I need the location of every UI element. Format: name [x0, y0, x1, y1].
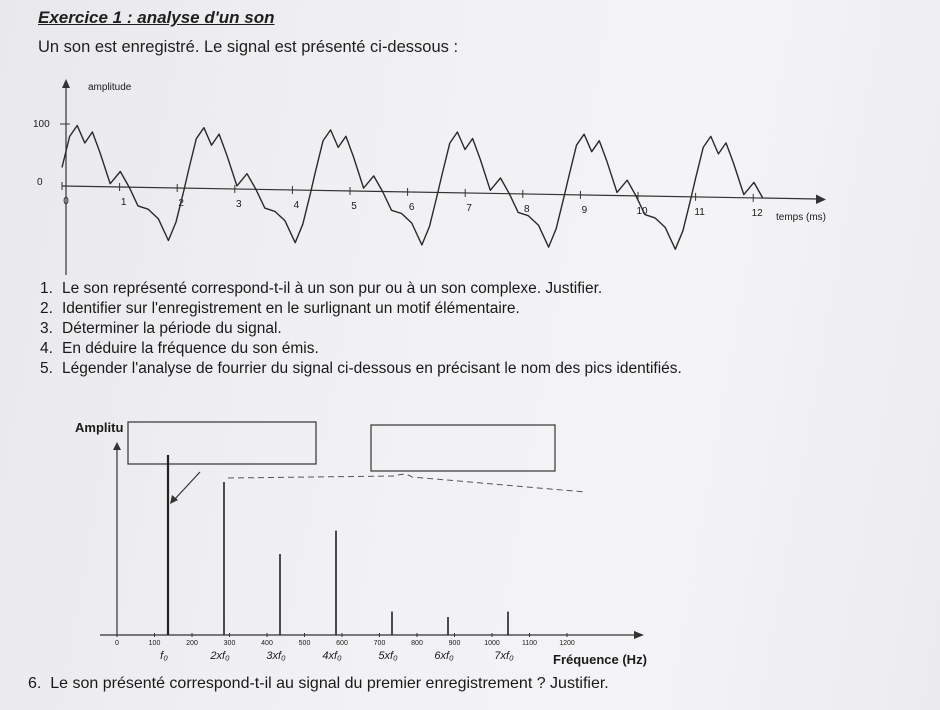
signal-xtick-label: 11: [694, 206, 705, 218]
spectrum-ylabel: Amplitu: [75, 420, 124, 435]
spectrum-xtick-label: 700: [373, 640, 386, 647]
exercise-title: Exercice 1 : analyse d'un son: [38, 8, 275, 27]
signal-xtick-label: 12: [751, 207, 763, 219]
spectrum-xtick-label: 800: [411, 640, 423, 647]
spectrum-xtick-label: 900: [448, 640, 461, 647]
arrow-line: [174, 472, 200, 500]
harmonic-label: 2xf₀: [210, 650, 230, 662]
spectrum-xtick-label: 300: [223, 640, 236, 647]
intro-text: Un son est enregistré. Le signal est présenté ci-dessous :: [38, 38, 459, 56]
label-box-2[interactable]: [371, 425, 555, 471]
signal-xtick-label: 3: [236, 198, 242, 210]
spectrum-xtick-label: 400: [261, 640, 273, 647]
spectrum-xtick-label: 1000: [484, 640, 500, 647]
question-5: 5. Légender l'analyse de fourrier du signal ci-dessous en précisant le nom des pics identifiés.: [40, 360, 682, 377]
signal-xtick-label: 2: [178, 197, 184, 209]
question-6: 6. Le son présenté correspond-t-il au signal du premier enregistrement ? Justifier.: [28, 675, 609, 692]
signal-xtick-label: 5: [351, 200, 357, 212]
signal-x-axis: [62, 186, 818, 199]
question-1: 1. Le son représenté correspond-t-il à un son pur ou à un son complexe. Justifier.: [40, 280, 603, 297]
question-3: 3. Déterminer la période du signal.: [40, 320, 282, 337]
signal-xtick-label: 6: [408, 201, 415, 213]
signal-ytick-100: 100: [33, 119, 50, 130]
signal-x-arrow: [816, 195, 826, 205]
signal-xtick-label: 7: [466, 202, 472, 214]
spectrum-xtick-label: 600: [336, 640, 348, 647]
signal-xtick-label: 9: [581, 204, 588, 216]
question-list: [40, 279, 682, 379]
signal-xtick-label: 1: [120, 196, 127, 208]
spectrum-xtick-label: 1100: [521, 640, 538, 647]
harmonic-label: 5xf₀: [378, 650, 398, 662]
spectrum-xlabel: Fréquence (Hz): [553, 652, 647, 667]
spectrum-xtick-label: 100: [148, 640, 161, 647]
question-4: 4. En déduire la fréquence du son émis.: [40, 340, 319, 357]
harmonic-label: 3xf₀: [266, 650, 286, 662]
question-2: 2. Identifier sur l'enregistrement en le surlignant un motif élémentaire.: [40, 300, 520, 317]
spectrum-y-arrow: [113, 442, 121, 450]
signal-ytick-0: 0: [37, 177, 43, 188]
spectrum-xtick-label: 200: [186, 640, 198, 647]
envelope-dashed-line: [228, 474, 585, 492]
label-box-1[interactable]: [128, 422, 316, 464]
signal-xtick-label: 10: [636, 205, 648, 217]
signal-xtick-label: 0: [63, 196, 69, 207]
harmonic-label: 7xf₀: [494, 650, 514, 662]
signal-xtick-label: 8: [524, 203, 530, 215]
spectrum-bars: [160, 455, 514, 662]
spectrum-chart: [0, 400, 940, 675]
signal-y-arrow: [62, 79, 70, 88]
harmonic-label: 4xf₀: [322, 650, 342, 662]
signal-xtick-label: 4: [293, 199, 300, 211]
harmonic-label: f₀: [160, 650, 168, 662]
spectrum-x-arrow: [634, 631, 644, 639]
harmonic-label: 6xf₀: [434, 650, 454, 662]
spectrum-xtick-label: 500: [298, 640, 311, 647]
spectrum-xtick-label: 0: [115, 640, 119, 647]
signal-chart: [0, 0, 940, 290]
signal-ylabel: amplitude: [88, 82, 132, 93]
signal-xlabel: temps (ms): [776, 212, 826, 223]
spectrum-xtick-label: 1200: [559, 640, 575, 647]
